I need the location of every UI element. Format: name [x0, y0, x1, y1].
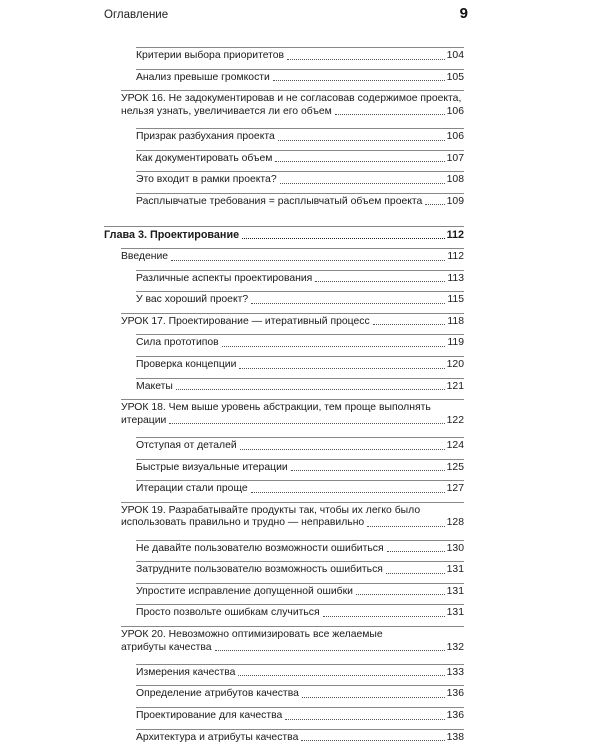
toc-entry-page-number: 112 [446, 229, 464, 242]
dot-leader [251, 303, 445, 304]
toc-section-entry[interactable] [136, 359, 464, 372]
toc-entry-page-number: 105 [446, 71, 464, 83]
dot-leader [278, 140, 445, 141]
toc-section-entry[interactable] [136, 381, 464, 394]
dot-leader [315, 281, 445, 282]
toc-lesson-entry[interactable] [121, 505, 464, 530]
dot-leader [373, 324, 446, 325]
toc-entry-page-number: 124 [446, 440, 464, 451]
entry-separator [136, 193, 464, 194]
toc-section-entry[interactable] [136, 294, 464, 307]
toc-entry-row [136, 586, 464, 599]
toc-section-entry[interactable] [136, 153, 464, 166]
toc-entry-page-number: 104 [446, 50, 464, 61]
toc-entry-page-number: 131 [446, 607, 464, 619]
toc-entry-page-number: 122 [446, 414, 464, 426]
toc-entry-row [121, 316, 464, 329]
toc-entry-page-number: 132 [446, 641, 464, 653]
entry-separator [121, 313, 464, 314]
toc-lesson-entry[interactable] [121, 629, 464, 654]
toc-section-entry[interactable] [136, 196, 464, 209]
toc-entry-page-number: 136 [446, 710, 464, 721]
toc-entry-row [136, 174, 464, 187]
toc-section-entry[interactable] [136, 543, 464, 556]
toc-entry-row [136, 543, 464, 556]
entry-separator [136, 128, 464, 129]
dot-leader [251, 492, 445, 493]
dot-leader [171, 260, 445, 261]
entry-separator [136, 69, 464, 70]
toc-entry-row [136, 50, 464, 63]
dot-leader [287, 59, 445, 60]
toc-entry-row [121, 415, 464, 428]
toc-section-entry[interactable] [136, 50, 464, 63]
toc-entry-title: Расплывчатые требования = расплывчатый объем проекта [136, 195, 423, 207]
toc-entry-title: Определение атрибутов качества [136, 688, 299, 700]
dot-leader [387, 551, 445, 552]
entry-separator [136, 378, 464, 379]
entry-separator [136, 604, 464, 605]
toc-entry-page-number: 107 [446, 152, 464, 164]
dot-leader [280, 183, 445, 184]
toc-entry-title: УРОК 17. Проектирование — итеративный процесс [121, 315, 370, 327]
toc-entry-title: Глава 3. Проектирование [104, 229, 240, 242]
toc-entry-row [121, 106, 464, 119]
dot-leader [335, 114, 445, 115]
toc-section-entry[interactable] [136, 462, 464, 475]
entry-separator [121, 399, 464, 400]
toc-entry-title: Проектирование для качества [136, 710, 283, 721]
toc-entry-page-number: 130 [446, 542, 464, 554]
entry-separator [136, 540, 464, 541]
toc-entry-title: Просто позвольте ошибкам случиться [136, 607, 320, 619]
toc-entry-row [136, 337, 464, 350]
dot-leader [356, 594, 445, 595]
dot-leader [242, 238, 444, 239]
toc-entry-title: Проверка концепции [136, 359, 237, 370]
entry-separator [104, 226, 464, 227]
dot-leader [386, 573, 445, 574]
dot-leader [222, 346, 446, 347]
toc-entry-title: Отступая от деталей [136, 440, 237, 451]
entry-separator [136, 270, 464, 271]
dot-leader [176, 389, 445, 390]
toc-entry-title: Не давайте пользователю возможности ошибиться [136, 542, 384, 554]
entry-separator [136, 291, 464, 292]
toc-entry-page-number: 113 [447, 272, 464, 284]
dot-leader [273, 80, 445, 81]
toc-entry-row [136, 688, 464, 701]
running-header-title: Оглавление [104, 9, 169, 21]
toc-section-entry[interactable] [136, 337, 464, 350]
toc-entry-row [121, 642, 464, 655]
toc-section-entry[interactable] [136, 564, 464, 577]
toc-section-entry[interactable] [136, 688, 464, 701]
entry-separator [121, 626, 464, 627]
entry-separator [136, 729, 464, 730]
toc-chapter-entry[interactable] [104, 229, 464, 242]
dot-leader [239, 368, 444, 369]
toc-entry-row [136, 273, 464, 286]
toc-section-entry[interactable] [136, 732, 464, 744]
toc-entry-title: Макеты [136, 380, 173, 392]
toc-lesson-entry[interactable] [121, 93, 464, 118]
toc-entry-title-line: УРОК 20. Невозможно оптимизировать все желаемые [121, 629, 383, 640]
toc-entry-title: Упростите исправление допущенной ошибки [136, 585, 353, 597]
entry-separator [136, 356, 464, 357]
toc-lesson-entry[interactable] [121, 251, 464, 264]
entry-separator [136, 480, 464, 481]
toc-entry-row [136, 564, 464, 577]
toc-entry-page-number: 133 [446, 666, 464, 678]
entry-separator [121, 90, 464, 91]
toc-entry-page-number: 138 [446, 731, 464, 743]
dot-leader [240, 449, 445, 450]
toc-section-entry[interactable] [136, 667, 464, 680]
dot-leader [215, 650, 445, 651]
toc-entry-page-number: 106 [446, 105, 464, 117]
toc-entry-title: Анализ превыше громкости [136, 71, 270, 83]
entry-separator [136, 664, 464, 665]
entry-separator [136, 583, 464, 584]
toc-entry-title: Измерения качества [136, 666, 236, 678]
dot-leader [169, 423, 444, 424]
toc-entry-page-number: 108 [446, 174, 464, 186]
toc-entry-row [136, 131, 464, 144]
toc-section-entry[interactable] [136, 607, 464, 620]
toc-entry-row [136, 440, 464, 453]
toc-entry-page-number: 109 [446, 195, 464, 207]
toc-entry-title: Архитектура и атрибуты качества [136, 731, 299, 743]
dot-leader [238, 675, 444, 676]
toc-entry-title: Затрудните пользователю возможность ошибиться [136, 564, 383, 576]
toc-section-entry[interactable] [136, 72, 464, 85]
toc-entry-title-line: УРОК 19. Разрабатывайте продукты так, чтобы их легко было [121, 504, 421, 516]
toc-entry-row [136, 710, 464, 723]
toc-entry-page-number: 131 [446, 585, 464, 597]
toc-entry-title-line: УРОК 18. Чем выше уровень абстракции, тем проще выполнять [121, 402, 431, 414]
toc-entry-page-number: 119 [447, 337, 464, 349]
entry-separator [136, 561, 464, 562]
toc-entry-row [136, 381, 464, 394]
entry-separator [136, 150, 464, 151]
toc-entry-page-number: 106 [446, 131, 464, 142]
toc-entry-page-number: 112 [447, 251, 464, 262]
toc-entry-row [121, 517, 464, 530]
entry-separator [121, 248, 464, 249]
entry-separator [136, 47, 464, 48]
toc-entry-title: Как документировать объем [136, 152, 273, 164]
toc-entry-row [136, 72, 464, 85]
entry-separator [136, 685, 464, 686]
toc-entry-title: Призрак разбухания проекта [136, 131, 275, 142]
toc-entry-title: итерации [121, 414, 167, 426]
toc-section-entry[interactable] [136, 174, 464, 187]
toc-entry-row [136, 462, 464, 475]
toc-section-entry[interactable] [136, 586, 464, 599]
toc-entry-title: Критерии выбора приоритетов [136, 50, 285, 61]
toc-entry-row [136, 732, 464, 744]
toc-section-entry[interactable] [136, 440, 464, 453]
toc-entry-title: Быстрые визуальные итерации [136, 461, 288, 473]
toc-entry-page-number: 115 [447, 294, 464, 306]
toc-entry-page-number: 118 [447, 315, 464, 327]
toc-entry-row [136, 153, 464, 166]
toc-lesson-entry[interactable] [121, 402, 464, 427]
toc-entry-row [136, 294, 464, 307]
entry-separator [136, 334, 464, 335]
dot-leader [367, 526, 444, 527]
toc-entry-page-number: 128 [446, 517, 464, 529]
toc-entry-title-line: УРОК 16. Не задокументировав и не согласовав содержимое проекта, [121, 93, 462, 105]
entry-separator [136, 459, 464, 460]
toc-entry-title: Введение [121, 251, 169, 262]
toc-entry-row [136, 607, 464, 620]
toc-entry-page-number: 125 [446, 461, 464, 473]
toc-entry-page-number: 136 [446, 688, 464, 700]
toc-lesson-entry[interactable] [121, 316, 464, 329]
toc-entry-page-number: 127 [446, 483, 464, 495]
toc-entry-title: использовать правильно и трудно — неправильно [121, 517, 365, 529]
dot-leader [291, 470, 445, 471]
entry-separator [121, 502, 464, 503]
dot-leader [285, 719, 444, 720]
dot-leader [302, 697, 445, 698]
entry-separator [136, 707, 464, 708]
dot-leader [425, 204, 444, 205]
toc-entry-title: Различные аспекты проектирования [136, 272, 313, 284]
toc-entry-title: Итерации стали проще [136, 483, 248, 495]
toc-section-entry[interactable] [136, 131, 464, 144]
toc-entry-row [121, 251, 464, 264]
toc-section-entry[interactable] [136, 483, 464, 496]
toc-entry-title: атрибуты качества [121, 641, 212, 653]
toc-entry-row [136, 359, 464, 372]
dot-leader [301, 740, 444, 741]
toc-entry-row [136, 667, 464, 680]
dot-leader [275, 161, 444, 162]
toc-entry-row [104, 229, 464, 242]
entry-separator [136, 437, 464, 438]
toc-entry-title: нельзя узнать, увеличивается ли его объем [121, 105, 332, 117]
toc-section-entry[interactable] [136, 273, 464, 286]
toc-section-entry[interactable] [136, 710, 464, 723]
toc-entry-row [136, 483, 464, 496]
page-number: 9 [459, 5, 468, 22]
toc-entry-page-number: 131 [446, 564, 464, 576]
toc-entry-title: У вас хороший проект? [136, 294, 249, 306]
toc-entry-row [136, 196, 464, 209]
toc-entry-page-number: 120 [446, 359, 464, 370]
toc-entry-title: Сила прототипов [136, 337, 219, 349]
dot-leader [323, 616, 445, 617]
toc-entry-page-number: 121 [446, 380, 464, 392]
toc-entry-title: Это входит в рамки проекта? [136, 174, 277, 186]
entry-separator [136, 171, 464, 172]
